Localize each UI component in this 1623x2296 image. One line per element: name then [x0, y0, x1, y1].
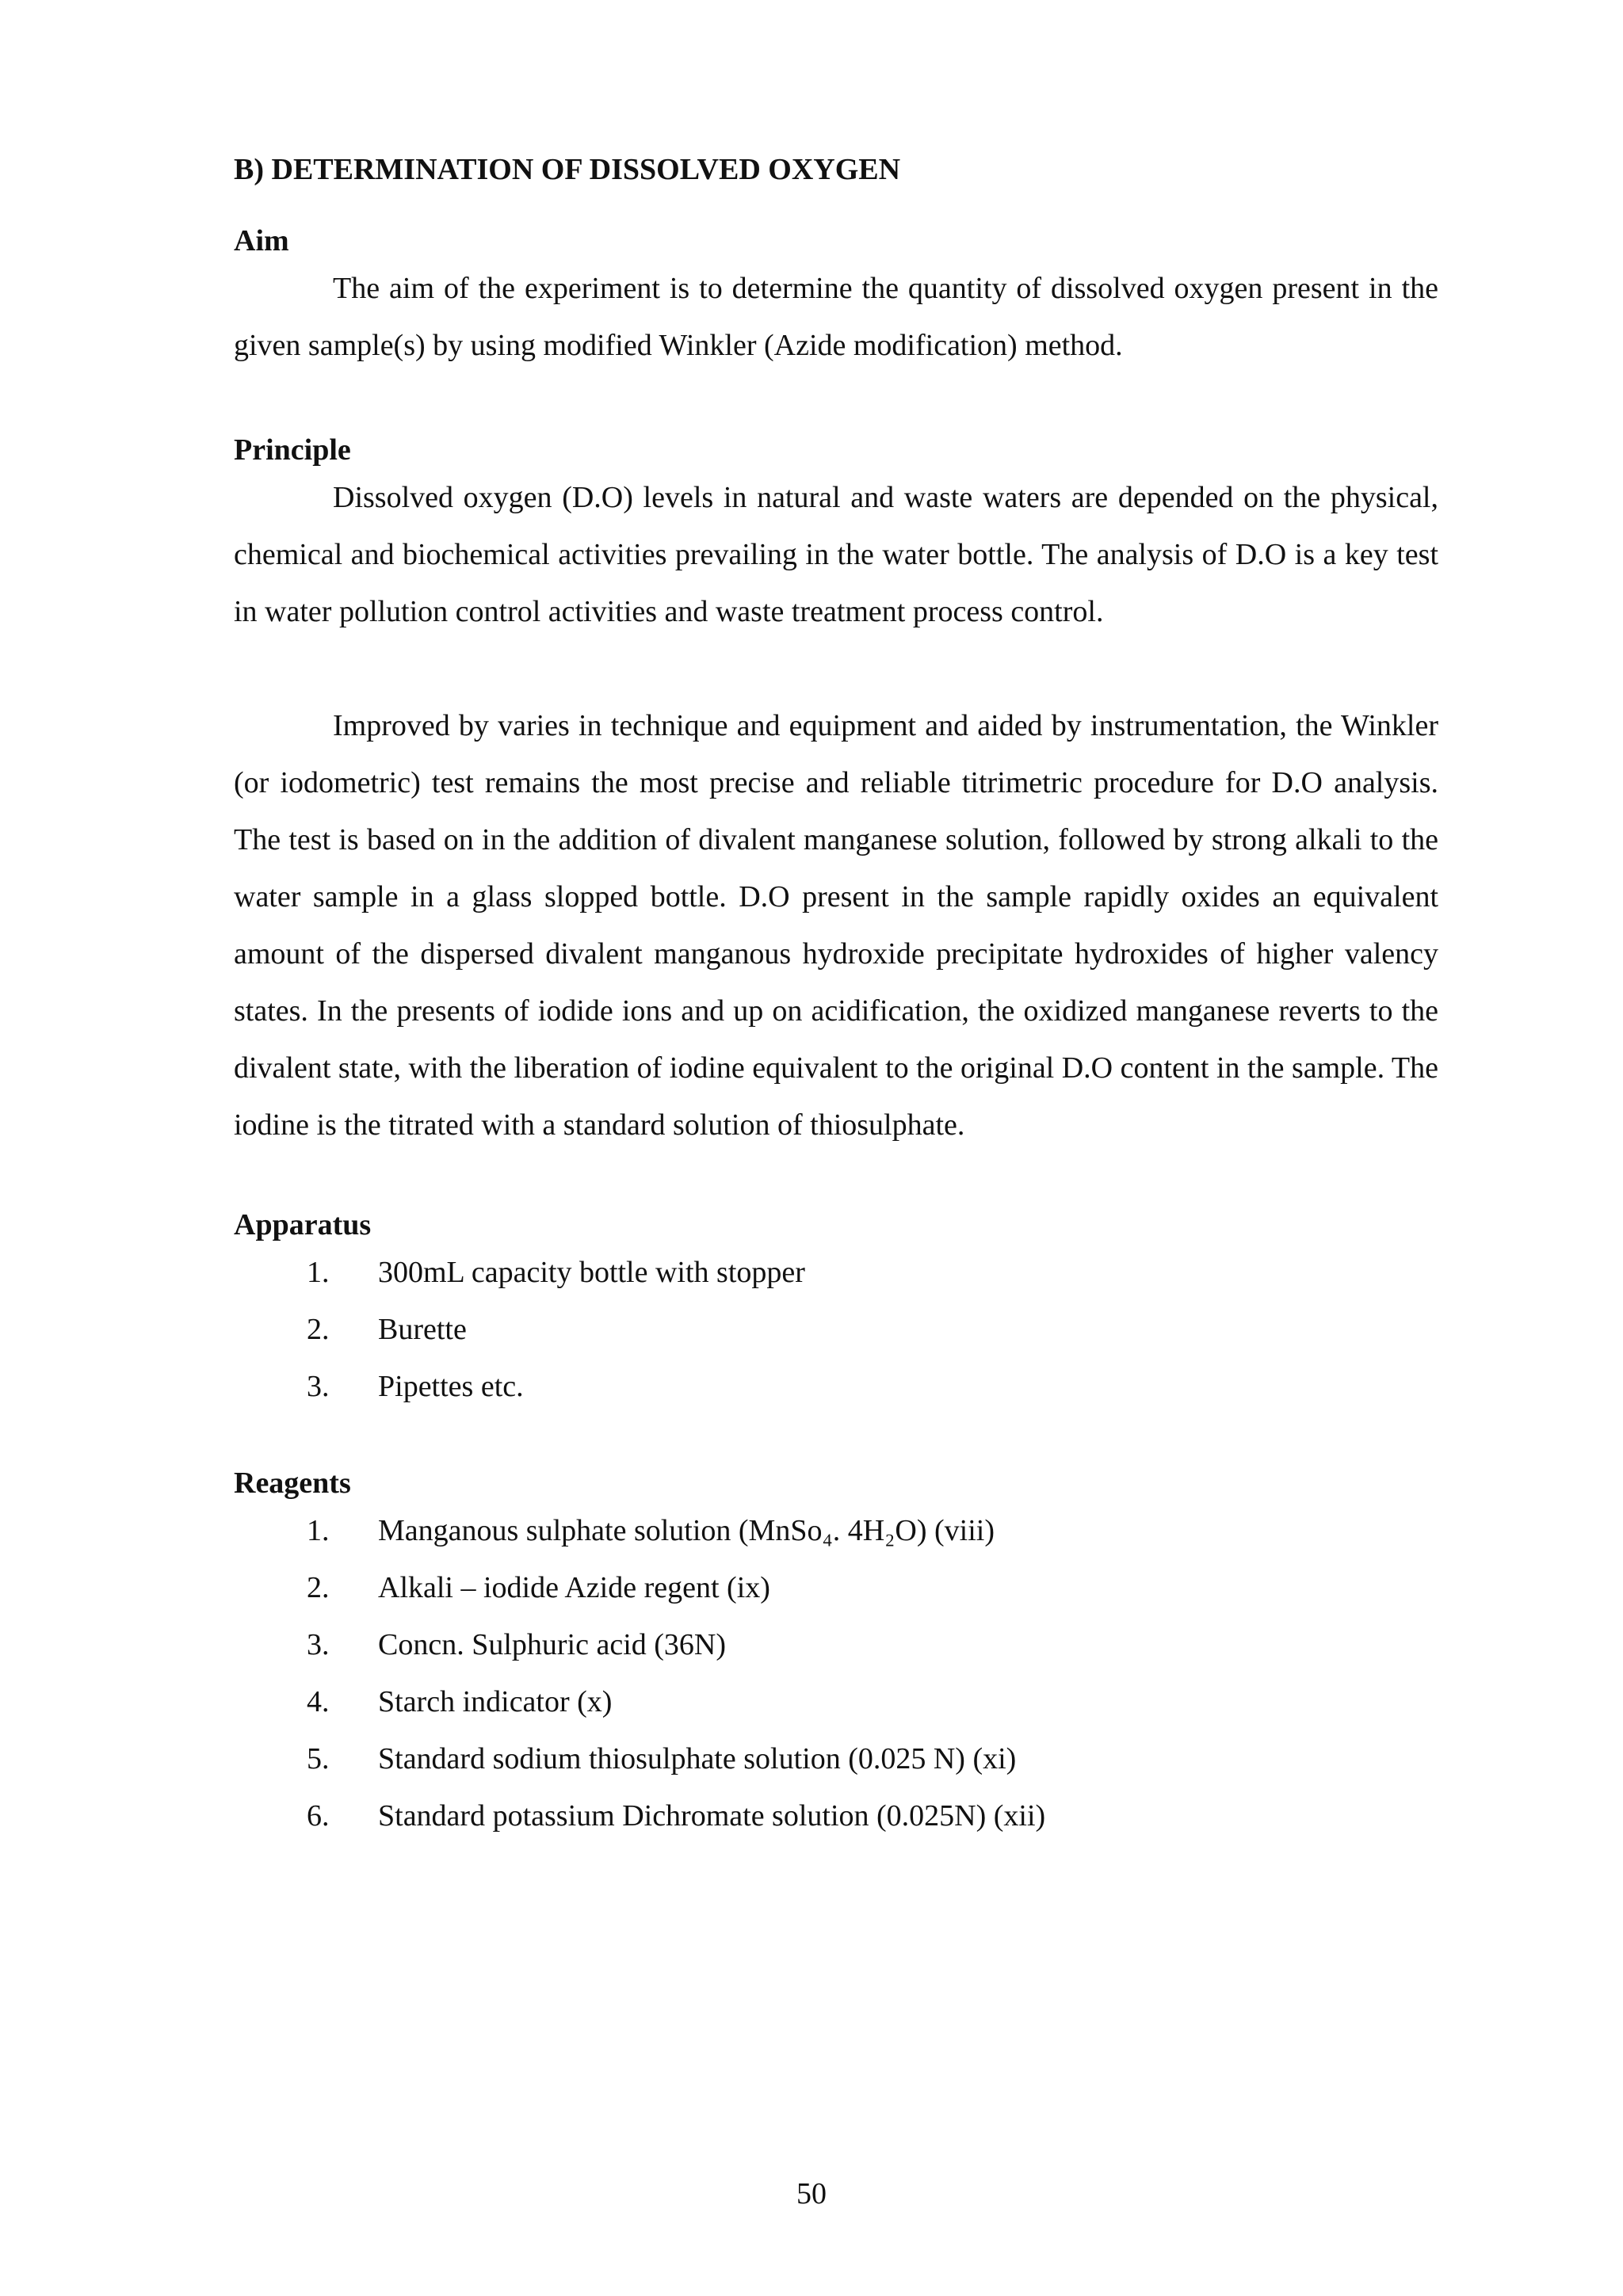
list-item-number: 1. — [307, 1256, 330, 1289]
list-item — [234, 1730, 1438, 1787]
list-item — [234, 1787, 1438, 1844]
list-item — [234, 1559, 1438, 1616]
list-item-text: Burette — [378, 1313, 467, 1346]
list-item-number: 5. — [307, 1742, 330, 1775]
list-item — [234, 1673, 1438, 1730]
list-item-text: Concn. Sulphuric acid (36N) — [378, 1628, 727, 1661]
list-item-text: Standard sodium thiosulphate solution (0.025 N) (xi) — [378, 1742, 1017, 1775]
list-item — [234, 1244, 1438, 1301]
principle-heading: Principle — [234, 433, 351, 467]
list-item — [234, 1502, 1438, 1559]
list-item-text: Pipettes etc. — [378, 1370, 524, 1403]
apparatus-list — [234, 1244, 1438, 1415]
page-number: 50 — [796, 2177, 827, 2210]
list-item-text: Starch indicator (x) — [378, 1685, 613, 1718]
list-item — [234, 1358, 1438, 1415]
list-item-number: 2. — [307, 1571, 330, 1604]
list-item-number: 3. — [307, 1370, 330, 1403]
apparatus-heading: Apparatus — [234, 1208, 372, 1241]
list-item-number: 2. — [307, 1313, 330, 1346]
list-item — [234, 1616, 1438, 1673]
principle-paragraph-2: Improved by varies in technique and equipment and aided by instrumentation, the Winkler (or iodometric) test remains the most precise and reliable titrimetric procedure for D.O analysis. The test is based on in the addition of divalent manganese solution, followed by strong alkali to the water sample in a glass slopped bottle. D.O present in the sample rapidly oxides an equivalent amount of the dispersed divalent manganous hydroxide precipitate hydroxides of higher valency states. In the presents of iodide ions and up on acidification, the oxidized manganese reverts to the divalent state, with the liberation of iodine equivalent to the original D.O content in the sample. The iodine is the titrated with a standard solution of thiosulphate. — [234, 709, 1438, 1142]
reagents-list — [234, 1502, 1438, 1844]
list-item-number: 1. — [307, 1514, 330, 1547]
list-item-text: Manganous sulphate solution (MnSo₄. 4H₂O) (viii) — [378, 1514, 995, 1547]
aim-heading: Aim — [234, 224, 289, 257]
reagents-heading: Reagents — [234, 1466, 351, 1500]
page-content — [234, 151, 1438, 1844]
list-item-number: 6. — [307, 1799, 330, 1833]
list-item-text: 300mL capacity bottle with stopper — [378, 1256, 805, 1289]
list-item-number: 4. — [307, 1685, 330, 1718]
list-item — [234, 1301, 1438, 1358]
list-item-text: Alkali – iodide Azide regent (ix) — [378, 1571, 770, 1604]
section-title: B) DETERMINATION OF DISSOLVED OXYGEN — [234, 153, 901, 186]
list-item-text: Standard potassium Dichromate solution (0.025N) (xii) — [378, 1799, 1046, 1833]
list-item-number: 3. — [307, 1628, 330, 1661]
principle-paragraph-1: Dissolved oxygen (D.O) levels in natural and waste waters are depended on the physical, chemical and biochemical activities prevailing in the water bottle. The analysis of D.O is a key test in water pollution control activities and waste treatment process control. — [234, 481, 1438, 628]
aim-paragraph: The aim of the experiment is to determine the quantity of dissolved oxygen present in the given sample(s) by using modified Winkler (Azide modification) method. — [234, 272, 1438, 362]
